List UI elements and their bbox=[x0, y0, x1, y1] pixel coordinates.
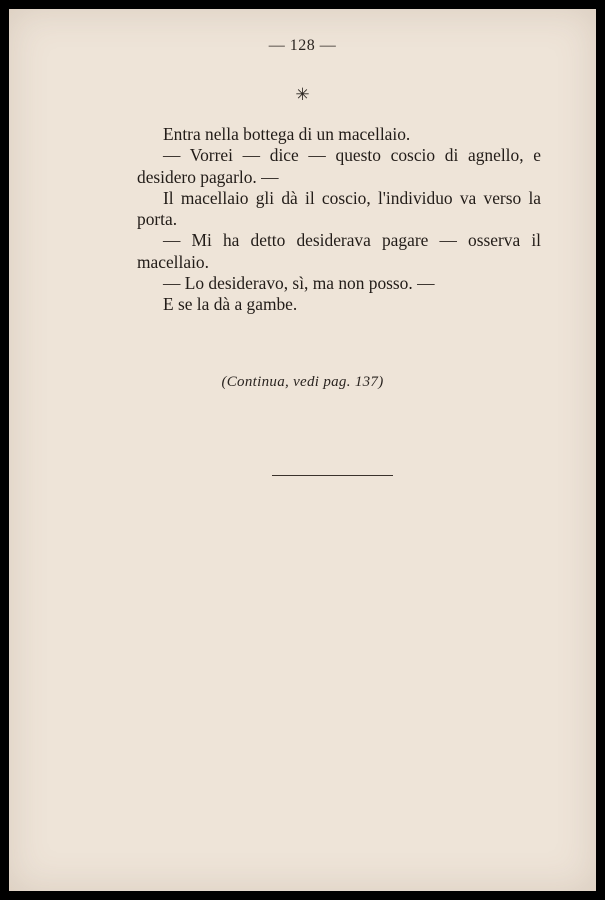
text-line: E se la dà a gambe. bbox=[163, 294, 298, 315]
story-text bbox=[137, 124, 541, 316]
book-page bbox=[9, 9, 596, 891]
text-line: — Mi ha detto desiderava pagare — osserva il macellaio. bbox=[137, 230, 541, 272]
text-line: — Lo desideravo, sì, ma non posso. — bbox=[163, 273, 435, 294]
page-number: — 128 — bbox=[268, 37, 337, 54]
asterisk-ornament-icon: ✳ bbox=[295, 85, 310, 105]
text-line: — Vorrei — dice — questo coscio di agnello, e desidero pagarlo. — bbox=[137, 145, 541, 187]
section-divider bbox=[272, 475, 393, 476]
text-line: Entra nella bottega di un macellaio. bbox=[163, 124, 411, 144]
continuation-note: (Continua, vedi pag. 137) bbox=[221, 374, 384, 390]
text-line: Il macellaio gli dà il coscio, l'individuo va verso la porta. bbox=[137, 187, 541, 230]
